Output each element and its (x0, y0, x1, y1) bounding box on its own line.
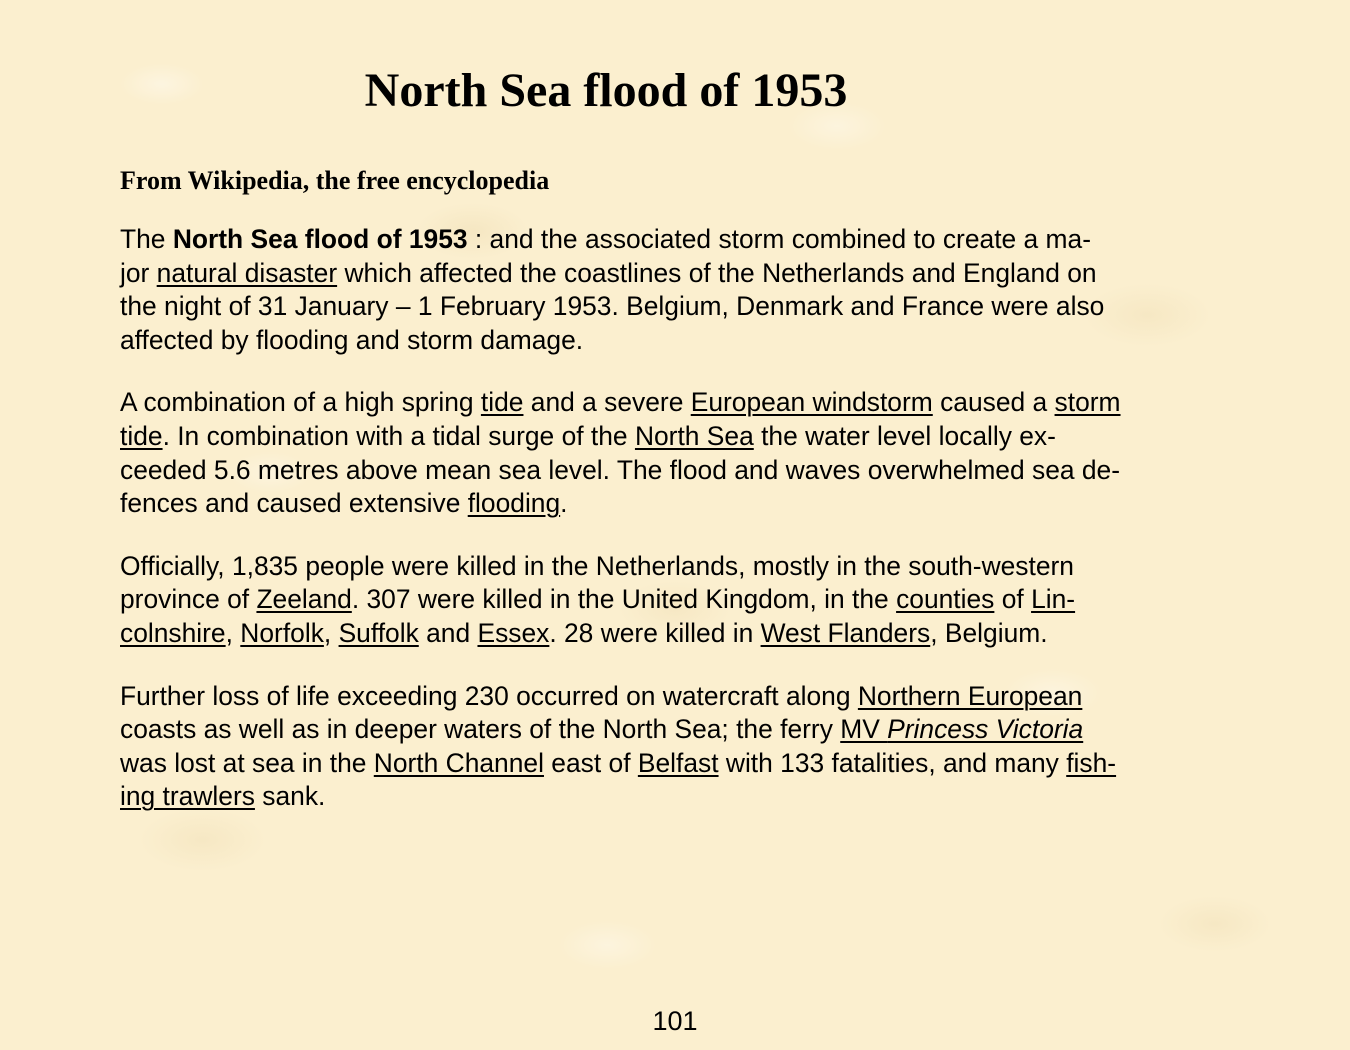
text: The (120, 224, 173, 254)
text: . 28 were killed in (549, 617, 761, 648)
page-number: 101 (652, 1006, 698, 1036)
link-essex[interactable]: Essex (477, 617, 550, 648)
page-title: North Sea flood of 1953 (364, 64, 848, 117)
text: Officially, 1,835 people were killed in the Netherlands, mostly in the south-western (120, 550, 1074, 581)
link-fishing-trawlers[interactable]: fish- (1066, 747, 1117, 778)
text: was lost at sea in the (120, 747, 374, 778)
text: . 307 were killed in the United Kingdom, in the (351, 584, 897, 615)
text: jor (120, 257, 157, 288)
text: the water level locally ex- (753, 420, 1056, 451)
text: . (560, 488, 568, 519)
link-european-windstorm[interactable]: European windstorm (690, 387, 933, 418)
source-line: From Wikipedia, the free encyclopedia (120, 166, 550, 195)
link-flooding[interactable]: flooding (467, 488, 561, 519)
text: ceeded 5.6 metres above mean sea level. The flood and waves overwhelmed sea de- (120, 454, 1121, 485)
bold-term: North Sea flood of 1953 (172, 224, 468, 254)
text: . In combination with a tidal surge of the (162, 420, 635, 451)
link-suffolk[interactable]: Suffolk (338, 617, 419, 648)
text: Further loss of life exceeding 230 occurred on watercraft along (120, 680, 858, 711)
article-body (120, 223, 1230, 843)
link-north-channel[interactable]: North Channel (373, 747, 544, 778)
text: affected by flooding and storm damage. (120, 324, 584, 355)
link-mv-princess-victoria[interactable] (840, 714, 1083, 744)
paragraph-losses-at-sea (120, 680, 1230, 814)
link-storm-tide[interactable]: tide (120, 420, 163, 451)
text: sank. (254, 781, 326, 812)
link-west-flanders[interactable]: West Flanders (760, 617, 931, 648)
text: fences and caused extensive (120, 488, 468, 519)
paragraph-casualties (120, 550, 1230, 651)
text: and (418, 617, 478, 648)
link-north-sea[interactable]: North Sea (634, 420, 754, 451)
link-lincolnshire[interactable]: Lin- (1031, 584, 1076, 615)
paragraph-cause (120, 386, 1230, 520)
text: of (994, 584, 1032, 615)
text: coasts as well as in deeper waters of the North Sea; the ferry (120, 714, 841, 745)
text: which affected the coastlines of the Netherlands and England on (337, 257, 1097, 288)
text: , (323, 617, 339, 648)
link-natural-disaster[interactable]: natural disaster (156, 257, 338, 288)
text: east of (543, 747, 638, 778)
link-counties[interactable]: counties (896, 584, 995, 615)
text: , (225, 617, 241, 648)
link-tide[interactable]: tide (480, 387, 524, 418)
link-text-italic: Princess Victoria (887, 714, 1084, 745)
text: : and the associated storm combined to create a ma- (467, 224, 1091, 254)
link-text: MV (840, 714, 888, 745)
paragraph-intro (120, 223, 1230, 357)
link-northern-european[interactable]: Northern European (857, 680, 1083, 711)
link-belfast[interactable]: Belfast (637, 747, 719, 778)
text: caused a (932, 387, 1055, 418)
link-lincolnshire[interactable]: colnshire (120, 617, 226, 648)
link-fishing-trawlers[interactable]: ing trawlers (120, 781, 255, 812)
text: , Belgium. (930, 617, 1048, 648)
text: province of (120, 584, 257, 615)
link-storm-tide[interactable]: storm (1054, 387, 1121, 418)
text: A combination of a high spring (120, 387, 481, 418)
link-zeeland[interactable]: Zeeland (256, 584, 352, 615)
link-norfolk[interactable]: Norfolk (240, 617, 324, 648)
text: and a severe (523, 387, 691, 418)
text: with 133 fatalities, and many (718, 747, 1067, 778)
text: the night of 31 January – 1 February 1953. Belgium, Denmark and France were also (120, 291, 1105, 322)
